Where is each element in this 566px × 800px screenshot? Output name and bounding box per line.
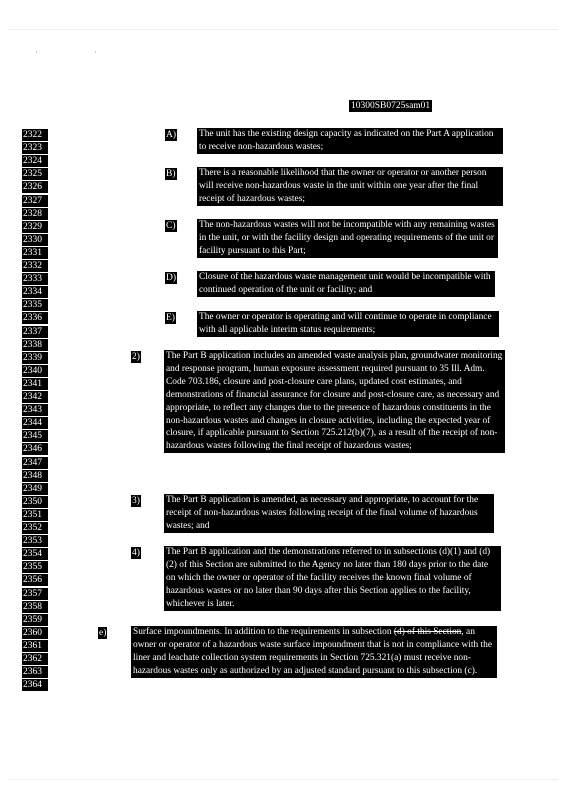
line-number: 2361 <box>22 640 48 652</box>
line-number: 2342 <box>22 391 48 403</box>
line-number: 2364 <box>22 679 48 691</box>
item-text: The non-hazardous wastes will not be incompatible with any remaining wastes in the unit, or with the facility design and operating requirements of the unit or facility pursuant to this Part; <box>197 219 498 258</box>
line-number: 2335 <box>22 299 48 311</box>
item-marker: E) <box>166 313 175 323</box>
struck-text: (d) of this Section <box>393 627 462 637</box>
line-number: 2331 <box>22 247 48 259</box>
item-text: The owner or operator is operating and will continue to operate in compliance with all applicable interim status requirements; <box>197 311 499 337</box>
line-number: 2356 <box>22 574 48 586</box>
item-marker: 2) <box>132 352 140 362</box>
item-marker: C) <box>166 221 176 231</box>
line-number: 2346 <box>22 443 48 455</box>
line-number: 2347 <box>22 457 48 469</box>
line-number: 2338 <box>22 339 48 351</box>
bottom-rule <box>8 779 558 780</box>
line-number: 2332 <box>22 260 48 272</box>
item-marker: 3) <box>132 496 140 506</box>
item-marker: B) <box>166 169 176 179</box>
item-text: There is a reasonable likelihood that the owner or operator or another person will receive non-hazardous waste in the unit within one year after the final receipt of hazardous wastes; <box>197 167 503 206</box>
line-number: 2336 <box>22 312 48 324</box>
line-number: 2323 <box>22 142 48 154</box>
line-number: 2345 <box>22 430 48 442</box>
item-text: The Part B application is amended, as necessary and appropriate, to account for the receipt of non-hazardous wastes following receipt of the final volume of hazardous wastes; and <box>164 494 494 533</box>
line-number: 2363 <box>22 666 48 678</box>
scan-specks: ' ' <box>36 50 125 58</box>
line-number: 2353 <box>22 535 48 547</box>
line-number: 2362 <box>22 653 48 665</box>
item-text <box>131 626 497 678</box>
line-number: 2333 <box>22 273 48 285</box>
item-text: Closure of the hazardous waste management unit would be incompatible with continued operation of the unit or facility; and <box>197 271 495 297</box>
line-number: 2325 <box>22 168 48 180</box>
line-number: 2324 <box>22 155 48 167</box>
item-marker: A) <box>166 130 177 140</box>
line-number: 2343 <box>22 404 48 416</box>
line-number: 2327 <box>22 195 48 207</box>
item-text: The unit has the existing design capacity as indicated on the Part A application to receive non-hazardous wastes; <box>197 128 503 154</box>
top-rule <box>8 29 558 30</box>
line-number: 2348 <box>22 470 48 482</box>
line-number: 2360 <box>22 627 48 639</box>
line-number: 2329 <box>22 221 48 233</box>
line-number: 2337 <box>22 326 48 338</box>
item-text-part: , an owner or operator of a hazardous waste surface impoundment that is not in compliance with the liner and leachate collection system requirements in Section 725.321(a) must receive non-hazardous wastes only as authorized by an adjusted standard pursuant to this subsection (c). <box>133 627 493 676</box>
line-number: 2339 <box>22 352 48 364</box>
line-number: 2354 <box>22 548 48 560</box>
item-marker: D) <box>166 273 177 283</box>
document-id: 10300SB0725sam01 <box>351 101 431 111</box>
line-number: 2358 <box>22 601 48 613</box>
line-number: 2334 <box>22 286 48 298</box>
item-text: The Part B application and the demonstrations referred to in subsections (d)(1) and (d)(2) of this Section are submitted to the Agency no later than 180 days prior to the date on which the owner or operator of the facility receives the known final volume of hazardous wastes or no later than 90 days after this Section applies to the facility, whichever is later. <box>164 546 501 611</box>
item-text-part: Surface impoundments. In addition to the requirements in subsection <box>133 627 394 637</box>
line-number: 2328 <box>22 208 48 220</box>
line-number: 2341 <box>22 378 48 390</box>
line-number: 2322 <box>22 129 48 141</box>
item-text: The Part B application includes an amended waste analysis plan, groundwater monitoring and response program, human exposure assessment required pursuant to 35 Ill. Adm. Code 703.186, closure and post-closure care plans, updated cost estimates, and demonstrations of financial assurance for closure and post-closure care, as necessary and appropriate, to reflect any changes due to the presence of hazardous constituents in the non-hazardous wastes and changes in closure activities, including the expected year of closure, if applicable pursuant to Section 725.212(b)(7), as a result of the receipt of non-hazardous wastes following the final receipt of hazardous wastes; <box>164 350 505 453</box>
line-number: 2349 <box>22 483 48 495</box>
item-marker: e) <box>99 628 107 638</box>
item-marker: 4) <box>132 548 140 558</box>
line-number: 2352 <box>22 522 48 534</box>
line-number: 2355 <box>22 561 48 573</box>
line-number: 2351 <box>22 509 48 521</box>
line-number: 2326 <box>22 181 48 193</box>
line-number: 2357 <box>22 588 48 600</box>
line-number: 2344 <box>22 417 48 429</box>
line-number: 2330 <box>22 234 48 246</box>
line-number: 2350 <box>22 496 48 508</box>
line-number: 2359 <box>22 614 48 626</box>
line-number: 2340 <box>22 365 48 377</box>
